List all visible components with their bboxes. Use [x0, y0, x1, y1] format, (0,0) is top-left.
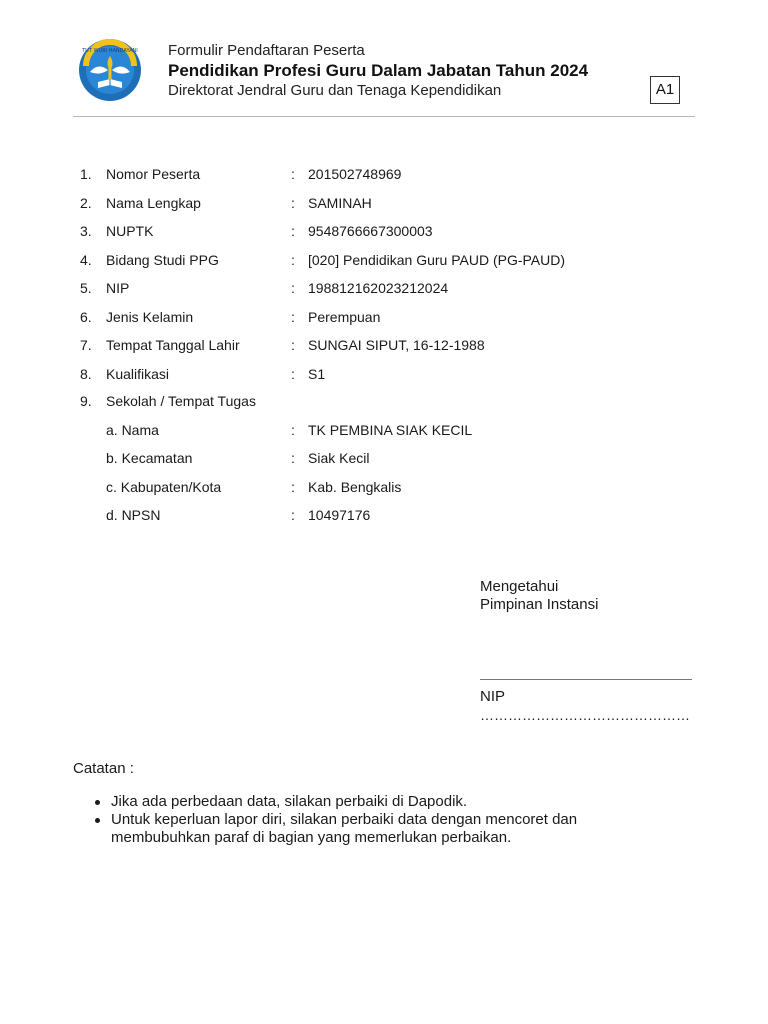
field-colon: : [291, 365, 295, 382]
field-row [0, 444, 768, 472]
form-code-badge: A1 [650, 76, 680, 104]
field-row [0, 217, 768, 245]
field-colon: : [291, 308, 295, 325]
field-label: Sekolah / Tempat Tugas [106, 393, 256, 409]
field-label: b. Kecamatan [106, 450, 193, 466]
field-value: 9548766667300003 [308, 223, 433, 239]
field-number: 2. [80, 194, 92, 211]
field-row [0, 501, 768, 529]
acknowledgement-line-1: Mengetahui [480, 578, 559, 595]
field-colon: : [291, 251, 295, 268]
signer-nip-placeholder: ……………………………………… [480, 707, 690, 723]
field-value: Siak Kecil [308, 450, 370, 466]
field-row [0, 473, 768, 501]
field-label: Tempat Tanggal Lahir [106, 337, 240, 353]
field-colon: : [291, 450, 295, 466]
field-label: Bidang Studi PPG [106, 251, 219, 268]
notes-list [73, 793, 673, 847]
bullet-icon [95, 818, 100, 823]
field-colon: : [291, 280, 295, 296]
field-colon: : [291, 166, 295, 182]
field-value: S1 [308, 365, 326, 382]
field-number: 9. [80, 393, 92, 409]
acknowledgement-block [480, 578, 598, 614]
field-value: 201502748969 [308, 166, 402, 182]
logo-ribbon-text: TUT WURI HANDAYANI [82, 48, 138, 54]
tut-wuri-handayani-logo [78, 38, 142, 102]
field-row [0, 303, 768, 331]
field-row [0, 416, 768, 444]
field-colon: : [291, 507, 295, 523]
field-number: 7. [80, 337, 92, 353]
field-label: Jenis Kelamin [106, 308, 194, 325]
field-row [0, 246, 768, 274]
field-label: NIP [106, 280, 130, 296]
field-value: 10497176 [308, 507, 371, 523]
note-text: Jika ada perbedaan data, silakan perbaiki di Dapodik. [111, 793, 468, 810]
field-value: SAMINAH [308, 194, 372, 211]
note-item [73, 811, 673, 847]
form-subtitle: Formulir Pendaftaran Peserta [168, 42, 365, 59]
field-number: 3. [80, 223, 92, 239]
field-label: c. Kabupaten/Kota [106, 478, 222, 495]
field-row [0, 331, 768, 359]
field-label: Nama Lengkap [106, 194, 201, 211]
field-value: SUNGAI SIPUT, 16-12-1988 [308, 337, 485, 353]
header-divider [73, 116, 695, 117]
field-colon: : [291, 337, 295, 353]
field-colon: : [291, 478, 295, 495]
field-label: Nomor Peserta [106, 166, 201, 182]
field-colon: : [291, 194, 295, 211]
signer-nip-label: NIP [480, 688, 506, 705]
field-number: 8. [80, 365, 92, 382]
field-number: 6. [80, 308, 92, 325]
field-label: d. NPSN [106, 507, 161, 523]
field-number: 4. [80, 251, 92, 268]
field-value: [020] Pendidikan Guru PAUD (PG-PAUD) [308, 251, 566, 268]
acknowledgement-line-2: Pimpinan Instansi [480, 596, 599, 613]
field-label: Kualifikasi [106, 365, 170, 382]
field-row [0, 160, 768, 188]
notes-title: Catatan : [73, 760, 134, 777]
field-row [0, 189, 768, 217]
field-colon: : [291, 421, 295, 438]
form-title: Pendidikan Profesi Guru Dalam Jabatan Tahun 2024 [168, 61, 589, 80]
field-row [0, 360, 768, 388]
field-number: 5. [80, 280, 92, 296]
field-value: 198812162023212024 [308, 280, 449, 296]
field-colon: : [291, 223, 295, 239]
field-label: a. Nama [106, 421, 159, 438]
signature-line [480, 679, 692, 680]
note-text: Untuk keperluan lapor diri, silakan perbaiki data dengan mencoret dan membubuhkan paraf di bagian yang memerlukan perbaikan. [111, 811, 578, 846]
field-value: Kab. Bengkalis [308, 478, 402, 495]
field-value: TK PEMBINA SIAK KECIL [308, 421, 473, 438]
field-number: 1. [80, 166, 92, 182]
note-item [73, 793, 673, 811]
field-value: Perempuan [308, 308, 381, 325]
field-row [0, 274, 768, 302]
field-row [0, 387, 768, 415]
directorate-name: Direktorat Jendral Guru dan Tenaga Kependidikan [168, 82, 502, 99]
bullet-icon [95, 800, 100, 805]
form-header [168, 42, 588, 100]
field-label: NUPTK [106, 223, 154, 239]
